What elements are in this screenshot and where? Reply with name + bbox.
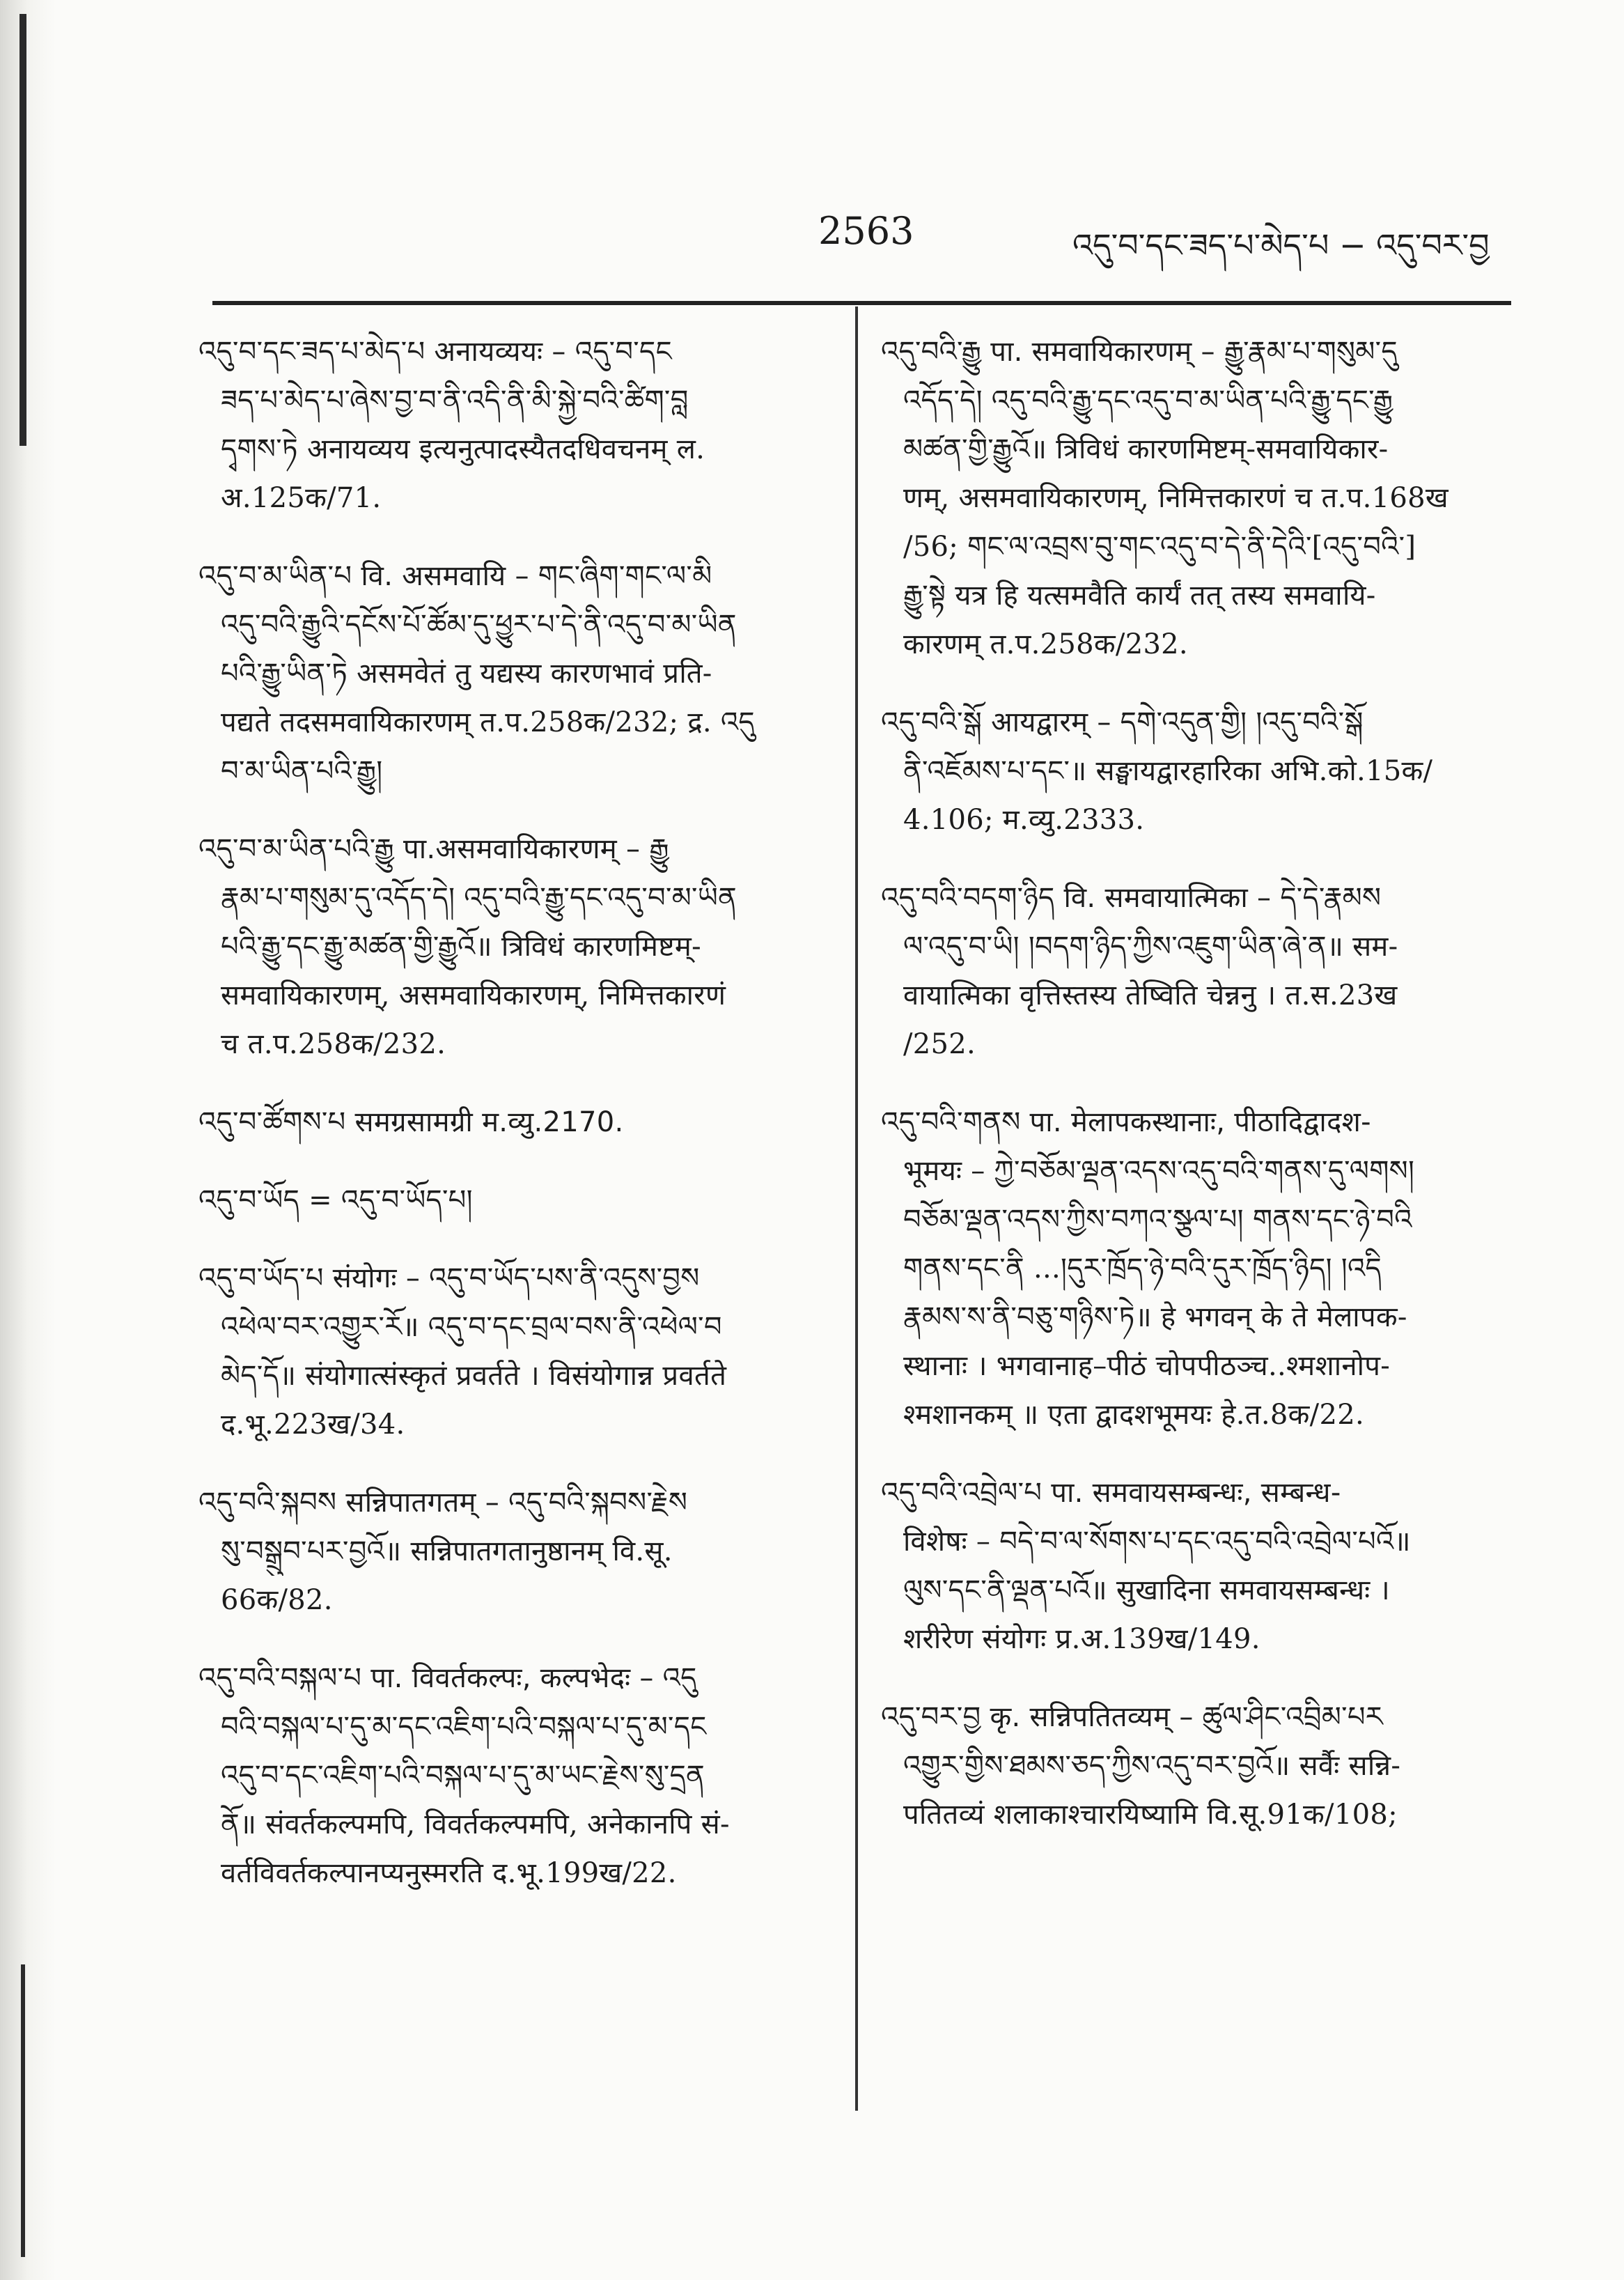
dictionary-entry [198, 1254, 829, 1449]
entry-line: བཅོམ་ལྡན་འདས་ཀྱིས་བཀའ་སྩལ་པ། གནས་དང་ཉེ་བའི [903, 1204, 1412, 1236]
entry-line: པའི་རྒྱུ་དང་རྒྱུ་མཚན་གྱི་རྒྱུའོ॥ त्रिविधं कारणमिष्टम्- [221, 931, 701, 963]
dictionary-entry [881, 1098, 1511, 1439]
entry-line: कारणम् त.प.258क/232. [903, 628, 1188, 660]
entry-headline: འདུ་བའི་བདག་ཉིད वि. समवायात्मिका – དེ་དེ་རྣམས [881, 882, 1382, 914]
entry-line: च त.प.258क/232. [221, 1028, 446, 1060]
entry-line: 4.106; म.व्यु.2333. [903, 804, 1145, 836]
binding-mark-top [19, 14, 26, 446]
page-number: 2563 [818, 209, 914, 253]
entry-headline: འདུ་བར་བྱ कृ. सन्निपतितव्यम् – ཚུལ་ཤིང་འབྲིམ་པར [881, 1701, 1383, 1733]
entry-headline: འདུ་བའི་སྐབས सन्निपातगतम् – འདུ་བའི་སྐབས་རྗེས [198, 1487, 688, 1519]
entry-line: श्मशानकम् ॥ एता द्वादशभूमयः हे.त.8क/22. [903, 1399, 1364, 1431]
entry-line: ནི་འཇོམས་པ་དང་॥ सङ्घायद्वारहारिका अभि.को.15क/ [903, 755, 1433, 787]
dictionary-entry [198, 1176, 829, 1225]
entry-line: ལུས་དང་ནི་ལྡན་པའོ॥ सुखादिना समवायसम्बन्धः । [903, 1574, 1390, 1606]
entry-headline: འདུ་བའི་རྒྱུ पा. समवायिकारणम् – རྒྱུ་རྣམ་པ་གསུམ་དུ [881, 336, 1398, 368]
dictionary-entry [198, 825, 829, 1069]
entry-line: པའི་རྒྱུ་ཡིན་ཏེ असमवेतं तु यद्यस्य कारणभावं प्रति- [221, 658, 712, 690]
entry-line: བ་མ་ཡིན་པའི་རྒྱུ། [221, 755, 383, 787]
dictionary-entry [881, 698, 1511, 844]
entry-headline: འདུ་བ་ཡོད་པ संयोगः – འདུ་བ་ཡོད་པས་ནི་འདུས་བྱས [198, 1262, 700, 1294]
dictionary-entry [198, 552, 829, 796]
entry-line: 66क/82. [221, 1584, 333, 1616]
entry-line: विशेषः – བདེ་བ་ལ་སོགས་པ་དང་འདུ་བའི་འབྲེལ་པའོ॥ [903, 1526, 1411, 1558]
dictionary-entry [881, 874, 1511, 1069]
entry-line: /56; གང་ལ་འབྲས་བུ་གང་འདུ་བ་དེ་ནི་དེའི་[འདུ་བའི་] [903, 531, 1416, 563]
entry-line: /252. [903, 1028, 976, 1060]
scan-edge-shadow [0, 0, 56, 2280]
entry-line: ནོ॥ संवर्तकल्पमपि, विवर्तकल्पमपि, अनेकानपि सं- [221, 1808, 730, 1840]
entry-line: འདུ་བའི་རྒྱུའི་དངོས་པོ་ཚོམ་དུ་ཕྱུར་པ་དེ་ནི་འདུ་བ་མ་ཡིན [221, 609, 737, 641]
entry-line: वायात्मिका वृत्तिस्तस्य तेष्विति चेन्ननु । त.स.23ख [903, 979, 1398, 1011]
entry-line: འདུ་བ་དང་འཇིག་པའི་བསྐལ་པ་དུ་མ་ཡང་རྗེས་སུ་དྲན [221, 1760, 705, 1792]
entry-line: སུ་བསྒྲུབ་པར་བྱའོ॥ सन्निपातगतानुष्ठानम् वि.सू. [221, 1535, 673, 1567]
entry-line: शरीरेण संयोगः प्र.अ.139ख/149. [903, 1623, 1260, 1655]
entry-line: མཚན་གྱི་རྒྱུའོ॥ त्रिविधं कारणमिष्टम्-समवायिकार- [903, 433, 1389, 465]
entry-headline: འདུ་བའི་སྒོ आयद्वारम् – དགེ་འདུན་གྱི། །འདུ་བའི་སྒོ [881, 706, 1364, 738]
column-divider [855, 307, 858, 2111]
dictionary-entry [198, 1654, 829, 1898]
entry-line: དྭགས་ཏེ अनायव्यय इत्यनुत्पादस्यैतदधिवचनम् ल. [221, 433, 705, 465]
entry-line: द.भू.223ख/34. [221, 1409, 405, 1441]
entry-line: पतितव्यं शलाकाश्चारयिष्यामि वि.सू.91क/108; [903, 1799, 1398, 1831]
dictionary-entry [198, 1478, 829, 1624]
entry-headline: འདུ་བ་མ་ཡིན་པ वि. असमवायि – གང་ཞིག་གང་ལ་མི [198, 560, 712, 592]
entry-headline: འདུ་བ་ཡོད = འདུ་བ་ཡོད་པ། [198, 1184, 473, 1216]
entry-line: རྣམ་པ་གསུམ་དུ་འདོད་དེ། འདུ་བའི་རྒྱུ་དང་འདུ་བ་མ་ཡིན [221, 882, 737, 914]
entry-line: समवायिकारणम्, असमवायिकारणम्, निमित्तकारणं [221, 979, 726, 1011]
entry-headline: འདུ་བའི་གནས पा. मेलापकस्थानाः, पीठादिद्वादश- [881, 1106, 1371, 1138]
dictionary-entry [881, 1693, 1511, 1839]
entry-headline: འདུ་བ་མ་ཡིན་པའི་རྒྱུ पा.असमवायिकारणम् – རྒྱུ [198, 833, 669, 865]
entry-headline: འདུ་བ་དང་ཟད་པ་མེད་པ अनायव्ययः – འདུ་བ་དང [198, 336, 672, 368]
binding-mark-bottom [21, 1964, 25, 2257]
dictionary-entry [198, 327, 829, 522]
left-column [198, 327, 829, 1927]
entry-line: णम्, असमवायिकारणम्, निमित्तकारणं च त.प.168ख [903, 482, 1449, 514]
entry-line: वर्तविवर्तकल्पानप्यनुस्मरति द.भू.199ख/22. [221, 1857, 677, 1889]
entry-line: ལ་འདུ་བ་ཡི། །བདག་ཉིད་ཀྱིས་འཇུག་ཡིན་ཞེ་ན॥ सम- [903, 931, 1398, 963]
entry-headline: འདུ་བའི་འབྲེལ་པ पा. समवायसम्बन्धः, सम्बन्ध- [881, 1477, 1341, 1509]
header-rule [212, 301, 1511, 305]
entry-line: མེད་དོ॥ संयोगात्संस्कृतं प्रवर्तते । विसंयोगान्न प्रवर्तते [221, 1360, 727, 1392]
dictionary-entry [881, 1468, 1511, 1664]
right-column [881, 327, 1511, 1868]
entry-line: भूमयः – ཀྱེ་བཅོམ་ལྡན་འདས་འདུ་བའི་གནས་དུ་ལགས། [903, 1155, 1415, 1187]
entry-line: ཟད་པ་མེད་པ་ཞེས་བྱ་བ་ནི་འདི་ནི་མི་སྐྱེ་བའི་ཚིག་བླ [221, 385, 689, 417]
entry-line: འཕེལ་བར་འགྱུར་རོ॥ འདུ་བ་དང་བྲལ་བས་ནི་འཕེལ་བ [221, 1311, 722, 1343]
running-head: འདུ་བ་དང་ཟད་པ་མེད་པ − འདུ་བར་བྱ [1072, 226, 1490, 264]
entry-line: पद्यते तदसमवायिकारणम् त.प.258क/232; द्र. འདུ [221, 706, 755, 738]
dictionary-entry [881, 327, 1511, 669]
entry-headline: འདུ་བ་ཚོགས་པ समग्रसामग्री म.व्यु.2170. [198, 1106, 624, 1138]
entry-line: अ.125क/71. [221, 482, 382, 514]
entry-line: འགྱུར་གྱིས་ཐམས་ཅད་ཀྱིས་འདུ་བར་བྱའོ॥ सर्वैः सन्नि- [903, 1750, 1401, 1782]
entry-line: གནས་དང་ནི ...།དུར་ཁྲོད་ཉེ་བའི་དུར་ཁྲོད་ཉིད། །འདི [903, 1253, 1382, 1285]
entry-line: རྣམས་ས་ནི་བཅུ་གཉིས་ཏེ॥ हे भगवन् के ते मेलापक- [903, 1301, 1407, 1333]
entry-line: འདོད་དེ། འདུ་བའི་རྒྱུ་དང་འདུ་བ་མ་ཡིན་པའི་རྒྱུ་དང་རྒྱུ [903, 385, 1393, 417]
entry-line: स्थानाः । भगवानाह–पीठं चोपपीठञ्च..श्मशानोप- [903, 1350, 1391, 1382]
dictionary-entry [198, 1098, 829, 1147]
entry-line: བའི་བསྐལ་པ་དུ་མ་དང་འཇིག་པའི་བསྐལ་པ་དུ་མ་དང [221, 1711, 707, 1743]
entry-headline: འདུ་བའི་བསྐལ་པ पा. विवर्तकल्पः, कल्पभेदः – འདུ [198, 1662, 697, 1694]
entry-line: རྒྱུ་སྟེ यत्र हि यत्समवैति कार्यं तत् तस्य समवायि- [903, 580, 1376, 612]
